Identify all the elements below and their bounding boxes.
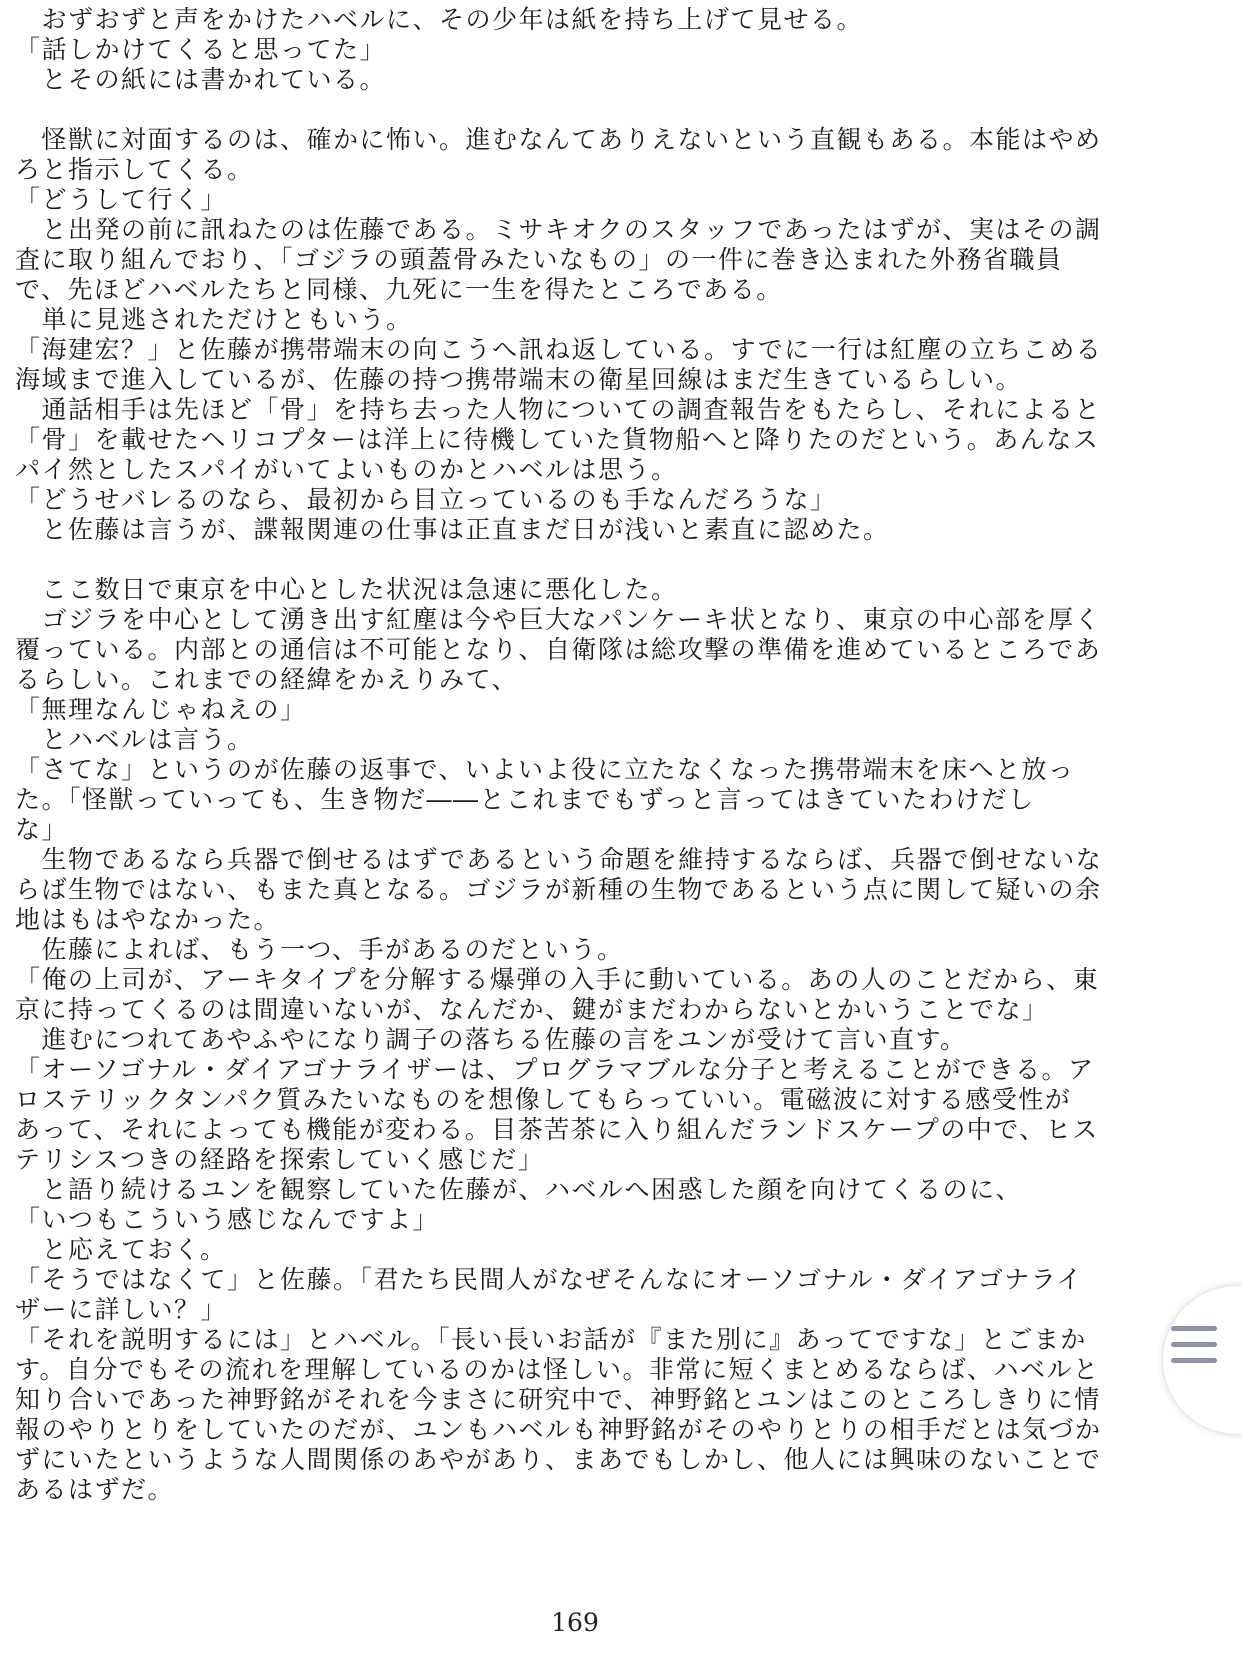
text-line: ゴジラを中心として湧き出す紅塵は今や巨大なパンケーキ状となり、東京の中心部を厚く xyxy=(15,605,1102,634)
text-line: あって、それによっても機能が変わる。目茶苦茶に入り組んだランドスケープの中で、ヒス xyxy=(15,1115,1099,1144)
text-line: 「どうして行く」 xyxy=(15,185,228,214)
text-line: ザーに詳しい？」 xyxy=(15,1295,228,1324)
text-line: ずにいたというような人間関係のあやがあり、まあでもしかし、他人には興味のないことで xyxy=(15,1445,1102,1474)
text-line: 査に取り組んでおり、「ゴジラの頭蓋骨みたいなもの」の一件に巻き込まれた外務省職員 xyxy=(15,245,1063,274)
page-number: 169 xyxy=(551,1608,599,1637)
page-body-text xyxy=(15,5,1125,1505)
blank-line xyxy=(15,545,1125,575)
text-line: とハベルは言う。 xyxy=(15,725,254,754)
text-line: 京に持ってくるのは間違いないが、なんだか、鍵がまだわからないとかいうことでな」 xyxy=(15,995,1049,1024)
text-line: 「さてな」というのが佐藤の返事で、いよいよ役に立たなくなった携帯端末を床へと放っ xyxy=(15,755,1075,784)
text-line: 「話しかけてくると思ってた」 xyxy=(15,35,387,64)
text-line: す。自分でもその流れを理解しているのかは怪しい。非常に短くまとめるならば、ハベルと xyxy=(15,1355,1100,1384)
text-line: で、先ほどハベルたちと同様、九死に一生を得たところである。 xyxy=(15,275,783,304)
text-line: 「無理なんじゃねえの」 xyxy=(15,695,307,724)
text-line: た。「怪獣っていっても、生き物だ――とこれまでもずっと言ってはきていたわけだし xyxy=(15,785,1035,814)
text-line: と佐藤は言うが、諜報関連の仕事は正直まだ日が浅いと素直に認めた。 xyxy=(15,515,890,544)
text-line: 地はもはやなかった。 xyxy=(15,905,281,934)
text-line: 「骨」を載せたヘリコプターは洋上に待機していた貨物船へと降りたのだという。あんなス xyxy=(15,425,1100,454)
text-line: 生物であるなら兵器で倒せるはずであるという命題を維持するならば、兵器で倒せないな xyxy=(15,845,1103,874)
text-line: 「どうせバレるのなら、最初から目立っているのも手なんだろうな」 xyxy=(15,485,837,514)
blank-line xyxy=(15,95,1125,125)
text-line: ロステリックタンパク質みたいなものを想像してもらっていい。電磁波に対する感受性が xyxy=(15,1085,1072,1114)
text-line: と語り続けるユンを観察していた佐藤が、ハベルへ困惑した顔を向けてくるのに、 xyxy=(15,1175,1023,1204)
text-line: 「そうではなくて」と佐藤。「君たち民間人がなぜそんなにオーソゴナル・ダイアゴナライ xyxy=(15,1265,1084,1294)
text-line: 「海建宏？」と佐藤が携帯端末の向こうへ訊ね返している。すでに一行は紅塵の立ちこめる xyxy=(15,335,1103,364)
text-line: 「俺の上司が、アーキタイプを分解する爆弾の入手に動いている。あの人のことだから、東 xyxy=(15,965,1100,994)
text-line: 通話相手は先ほど「骨」を持ち去った人物についての調査報告をもたらし、それによると xyxy=(15,395,1102,424)
text-line: な」 xyxy=(15,815,69,844)
text-line: 怪獣に対面するのは、確かに怖い。進むなんてありえないという直観もある。本能はやめ xyxy=(15,125,1102,154)
hamburger-menu-icon[interactable] xyxy=(1171,1326,1217,1366)
text-line: パイ然としたスパイがいてよいものかとハベルは思う。 xyxy=(15,455,678,484)
text-line: 覆っている。内部との通信は不可能となり、自衛隊は総攻撃の準備を進めているところであ xyxy=(15,635,1102,664)
text-line: ろと指示してくる。 xyxy=(15,155,254,184)
text-line: るらしい。これまでの経緯をかえりみて、 xyxy=(15,665,519,694)
text-line: テリシスつきの経路を探索していく感じだ」 xyxy=(15,1145,545,1174)
text-line: 「オーソゴナル・ダイアゴナライザーは、プログラマブルな分子と考えることができる。ア xyxy=(15,1055,1095,1084)
text-line: 「それを説明するには」とハベル。「長い長いお話が『また別に』あってですな」とごまか xyxy=(15,1325,1087,1354)
text-line: 佐藤によれば、もう一つ、手があるのだという。 xyxy=(15,935,624,964)
text-line: あるはずだ。 xyxy=(15,1475,175,1504)
text-line: とその紙には書かれている。 xyxy=(15,65,387,94)
text-line: おずおずと声をかけたハベルに、その少年は紙を持ち上げて見せる。 xyxy=(15,5,864,34)
text-line: ここ数日で東京を中心とした状況は急速に悪化した。 xyxy=(15,575,678,604)
text-line: と出発の前に訊ねたのは佐藤である。ミサキオクのスタッフであったはずが、実はその調 xyxy=(15,215,1102,244)
text-line: 報のやりとりをしていたのだが、ユンもハベルも神野銘がそのやりとりの相手だとは気づか xyxy=(15,1415,1102,1444)
text-line: 海域まで進入しているが、佐藤の持つ携帯端末の衛星回線はまだ生きているらしい。 xyxy=(15,365,1023,394)
text-line: 知り合いであった神野銘がそれを今まさに研究中で、神野銘とユンはこのところしきりに情 xyxy=(15,1385,1101,1414)
text-line: 進むにつれてあやふやになり調子の落ちる佐藤の言をユンが受けて言い直す。 xyxy=(15,1025,967,1054)
text-line: 「いつもこういう感じなんですよ」 xyxy=(15,1205,440,1234)
text-line: と応えておく。 xyxy=(15,1235,227,1264)
text-line: らば生物ではない、もまた真となる。ゴジラが新種の生物であるという点に関して疑いの余 xyxy=(15,875,1102,904)
text-line: 単に見逃されただけともいう。 xyxy=(15,305,413,334)
